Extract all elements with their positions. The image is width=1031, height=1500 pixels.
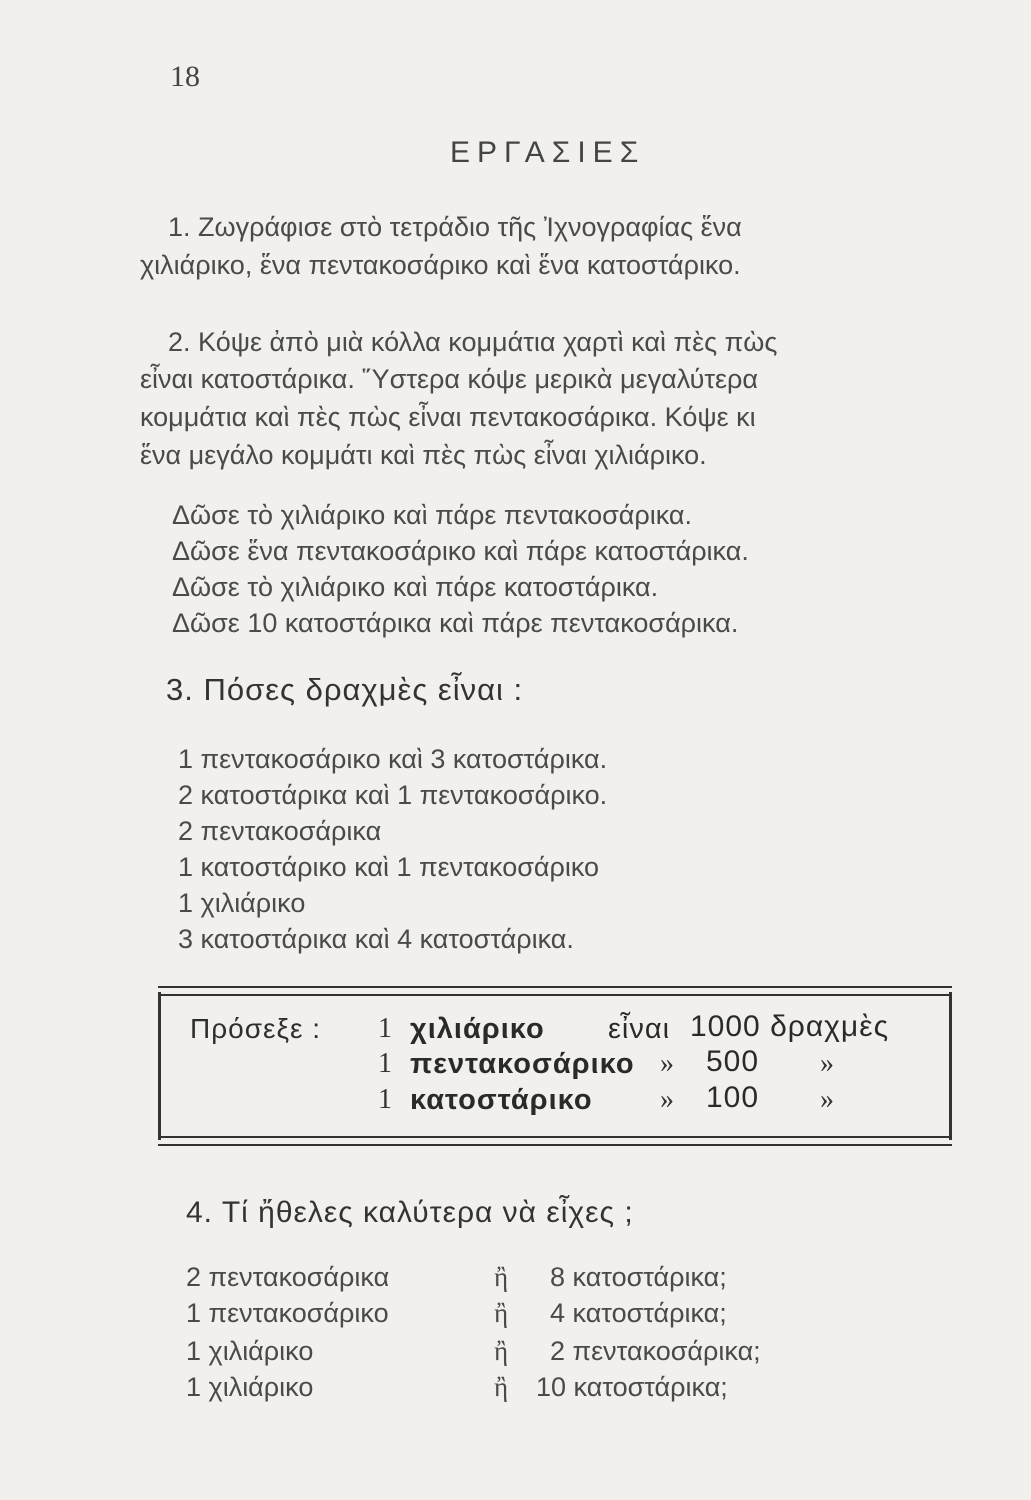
exercise-4-title: 4. Τί ἤθελες καλύτερα νὰ εἶχες ; xyxy=(186,1196,634,1229)
note-row-1-verb: εἶναι xyxy=(608,1013,671,1045)
note-row-2-unit: » xyxy=(820,1048,834,1079)
note-label: Πρόσεξε : xyxy=(190,1013,322,1044)
exchange-line-4: Δῶσε 10 κατοστάρικα καὶ πάρε πεντακοσάρικα. xyxy=(172,608,739,638)
exercise-4-row-2-left: 1 πεντακοσάρικο xyxy=(186,1298,389,1328)
exercise-3-line-4: 1 κατοστάρικο καὶ 1 πεντακοσάρικο xyxy=(178,852,600,882)
exchange-line-1: Δῶσε τὸ χιλιάρικο καὶ πάρε πεντακοσάρικα. xyxy=(172,500,693,530)
exercise-1-line-1: 1. Ζωγράφισε στὸ τετράδιο τῆς Ἰχνογραφίας ἕνα xyxy=(168,212,742,242)
note-row-2-name: πεντακοσάρικο xyxy=(410,1048,635,1080)
exercise-3-line-3: 2 πεντακοσάρικα xyxy=(178,816,382,846)
exercise-3-line-1: 1 πεντακοσάρικο καὶ 3 κατοστάρικα. xyxy=(178,744,608,774)
note-row-3-count: 1 xyxy=(378,1084,392,1115)
exercise-4-row-4-right: 10 κατοστάρικα; xyxy=(536,1372,728,1402)
exercise-1-line-2: χιλιάρικο, ἕνα πεντακοσάρικο καὶ ἕνα κατοστάρικο. xyxy=(140,250,741,280)
exercise-4-row-1-left: 2 πεντακοσάρικα xyxy=(186,1262,390,1292)
note-row-3-name: κατοστάρικο xyxy=(410,1084,593,1116)
note-row-3-unit: » xyxy=(820,1084,834,1115)
exercise-3-line-6: 3 κατοστάρικα καὶ 4 κατοστάρικα. xyxy=(178,924,574,954)
note-row-3-verb: » xyxy=(660,1084,674,1115)
exercise-3-line-2: 2 κατοστάρικα καὶ 1 πεντακοσάρικο. xyxy=(178,780,608,810)
exercise-4-row-4-or: ἢ xyxy=(494,1372,509,1402)
note-row-2-value: 500 xyxy=(706,1045,760,1078)
exercise-3-line-5: 1 χιλιάρικο xyxy=(178,888,306,918)
exercise-4-row-2-right: 4 κατοστάρικα; xyxy=(550,1298,727,1328)
note-row-2-count: 1 xyxy=(378,1048,392,1079)
exercise-4-row-2-or: ἢ xyxy=(494,1298,509,1328)
exercise-4-row-3-or: ἢ xyxy=(494,1336,509,1366)
exercise-4-row-3-right: 2 πεντακοσάρικα; xyxy=(550,1336,761,1366)
exchange-line-2: Δῶσε ἕνα πεντακοσάρικο καὶ πάρε κατοστάρικα. xyxy=(172,536,749,566)
exercise-3-title: 3. Πόσες δραχμὲς εἶναι : xyxy=(166,672,524,707)
exercise-2-line-2: εἶναι κατοστάρικα. Ὕστερα κόψε μερικὰ μεγαλύτερα xyxy=(140,364,759,394)
note-row-1-value: 1000 δραχμὲς xyxy=(690,1010,890,1043)
note-row-2-verb: » xyxy=(660,1048,674,1079)
exercise-2-line-1: 2. Κόψε ἀπὸ μιὰ κόλλα κομμάτια χαρτὶ καὶ πὲς πὼς xyxy=(168,327,778,357)
exercise-2-line-4: ἕνα μεγάλο κομμάτι καὶ πὲς πὼς εἶναι χιλιάρικο. xyxy=(140,440,707,470)
exercise-4-row-4-left: 1 χιλιάρικο xyxy=(186,1372,314,1402)
note-row-3-value: 100 xyxy=(706,1081,760,1114)
exercise-4-row-3-left: 1 χιλιάρικο xyxy=(186,1336,314,1366)
page-heading: ΕΡΓΑΣΙΕΣ xyxy=(450,136,646,169)
note-row-1-name: χιλιάρικο xyxy=(410,1013,545,1045)
note-row-1-count: 1 xyxy=(378,1013,392,1044)
page-number: 18 xyxy=(170,60,200,93)
exchange-line-3: Δῶσε τὸ χιλιάρικο καὶ πάρε κατοστάρικα. xyxy=(172,572,659,602)
exercise-4-row-1-or: ἢ xyxy=(494,1262,509,1292)
exercise-2-line-3: κομμάτια καὶ πὲς πὼς εἶναι πεντακοσάρικα. Κόψε κι xyxy=(140,402,756,432)
exercise-4-row-1-right: 8 κατοστάρικα; xyxy=(550,1262,727,1292)
